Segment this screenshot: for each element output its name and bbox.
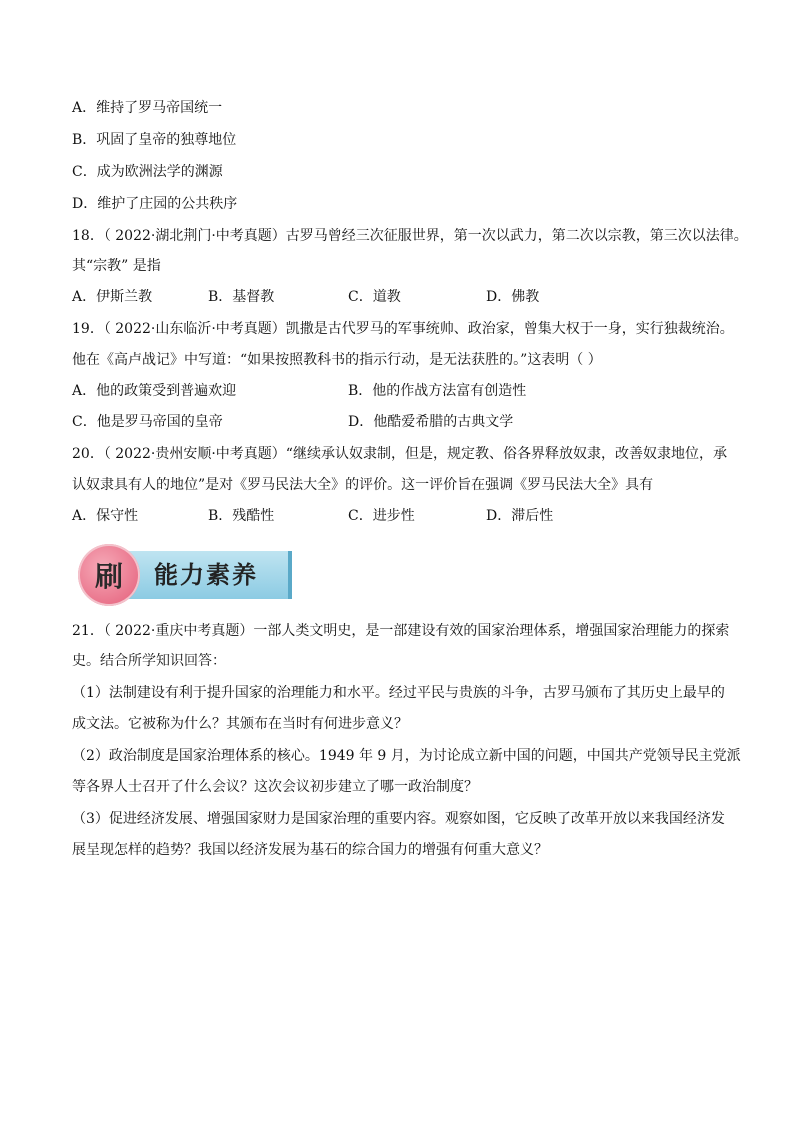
q17-option-a: A．维持了罗马帝国统一 — [72, 100, 223, 116]
q21-line-6: 等各界人士召开了什么会议？这次会议初步建立了哪一政治制度？ — [72, 779, 478, 795]
q18-option-c: C．道教 — [348, 289, 401, 305]
q20-option-c: C．进步性 — [348, 508, 415, 524]
banner-circle-badge — [78, 544, 140, 606]
banner-circle-char: 刷 — [94, 560, 123, 593]
q18-option-b: B．基督教 — [208, 289, 275, 305]
q21-line-7: （3）促进经济发展、增强国家财力是国家治理的重要内容。观察如图，它反映了改革开放以来我国经济发 — [72, 811, 725, 827]
q21-line-2: 史。结合所学知识回答： — [72, 653, 226, 669]
q21-line-3: （1）法制建设有利于提升国家的治理能力和水平。经过平民与贵族的斗争，古罗马颁布了其历史上最早的 — [72, 685, 725, 701]
q21-line-1: 21．（ 2022·重庆中考真题）一部人类文明史，是一部建设有效的国家治理体系，增强国家治理能力的探索 — [72, 623, 730, 639]
q19-option-d: D．他酷爱希腊的古典文学 — [348, 414, 514, 430]
q19-stem-line2: 他在《高卢战记》中写道：“如果按照教科书的指示行动，是无法获胜的。”这表明（ ） — [72, 352, 602, 368]
q21-line-5: （2）政治制度是国家治理体系的核心。1949 年 9 月，为讨论成立新中国的问题，中国共产党领导民主党派 — [72, 748, 741, 764]
banner-title: 能力素养 — [154, 561, 258, 589]
q19-option-c: C．他是罗马帝国的皇帝 — [72, 414, 223, 430]
q20-option-b: B．残酷性 — [208, 508, 275, 524]
q17-option-b: B．巩固了皇帝的独尊地位 — [72, 132, 237, 148]
q17-option-c: C．成为欧洲法学的渊源 — [72, 164, 223, 180]
q21-line-8: 展呈现怎样的趋势？我国以经济发展为基石的综合国力的增强有何重大意义？ — [72, 842, 548, 858]
q20-stem-line2: 认奴隶具有人的地位”是对《罗马民法大全》的评价。这一评价旨在强调《罗马民法大全》具有 — [72, 477, 654, 493]
q18-stem-line2: 其“宗教” 是指 — [72, 258, 161, 274]
q19-option-b: B．他的作战方法富有创造性 — [348, 383, 527, 399]
q18-stem-line1: 18．（ 2022·湖北荆门·中考真题）古罗马曾经三次征服世界，第一次以武力，第二次以宗教，第三次以法律。 — [72, 228, 748, 244]
q20-option-d: D．滞后性 — [486, 508, 554, 524]
q18-option-a: A．伊斯兰教 — [72, 289, 153, 305]
q21-line-4: 成文法。它被称为什么？其颁布在当时有何进步意义？ — [72, 716, 408, 732]
section-banner — [74, 544, 292, 604]
q19-stem-line1: 19．（ 2022·山东临沂·中考真题）凯撒是古代罗马的军事统帅、政治家，曾集大权于一身，实行独裁统治。 — [72, 321, 734, 337]
q18-option-d: D．佛教 — [486, 289, 540, 305]
q20-stem-line1: 20．（ 2022·贵州安顺·中考真题）“继续承认奴隶制，但是，规定教、俗各界释放奴隶，改善奴隶地位，承 — [72, 446, 727, 462]
q20-option-a: A．保守性 — [72, 508, 139, 524]
q19-option-a: A．他的政策受到普遍欢迎 — [72, 383, 237, 399]
q17-option-d: D．维护了庄园的公共秩序 — [72, 196, 238, 212]
